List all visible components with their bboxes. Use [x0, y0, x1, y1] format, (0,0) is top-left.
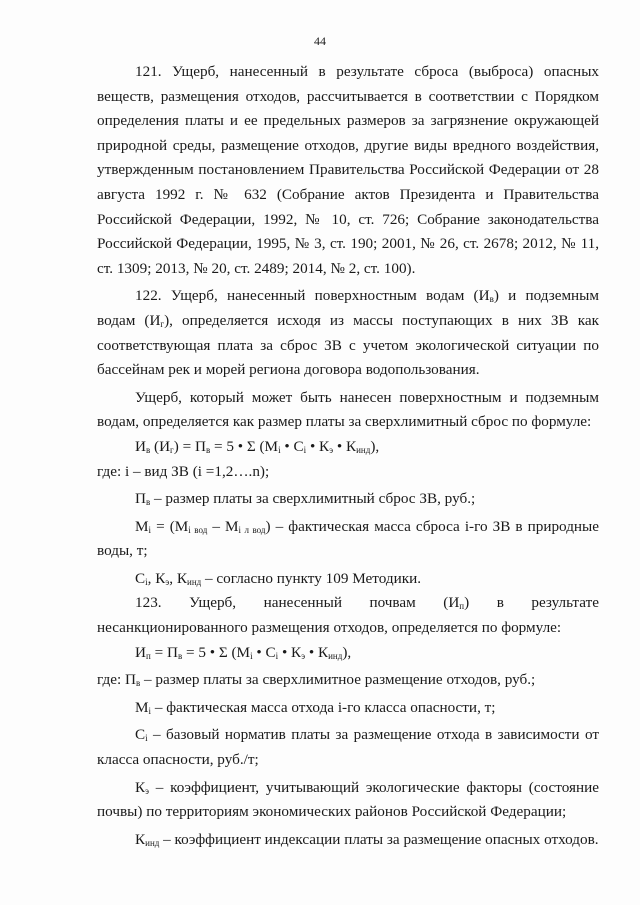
paragraph-122: 122. Ущерб, нанесенный поверхностным водам $(И_в)$ и подземным водам $(И_г)$, определяется исходя из массы поступающих в них ЗВ как соответствующая плата за сброс ЗВ с учетом экологической ситуации по бассейнам рек и морей региона договора водопользования.	[97, 287, 599, 379]
page-content	[97, 60, 599, 852]
definition-ci-waste: $С_i$ – базовый норматив платы за размещение отхода в зависимости от класса опасности, руб./т;	[97, 726, 599, 769]
definition-ci-ke-kind: $С_i$, $К_э$, $К_{инд}$ – согласно пункту 109 Методики.	[135, 569, 422, 587]
paragraph-123: 123. Ущерб, нанесенный почвам $(И_п)$ в результате несанкционированного размещения отходов, определяется по формуле:	[97, 594, 599, 637]
definition-kind: $К_{инд}$ – коэффициент индексации платы за размещение опасных отходов.	[135, 830, 599, 848]
paragraph-121: 121. Ущерб, нанесенный в результате сброса (выброса) опасных веществ, размещения отходов, рассчитывается в соответствии с Порядком определения платы и ее предельных размеров за загрязнение окружающей природной среды, размещение отходов, другие виды вредного воздействия, утвержденным постановлением Правительства Российской Федерации от 28 августа 1992 г. № 632 (Собрание актов Президента и Правительства Российской Федерации, 1992, № 10, ст. 726; Собрание законодательства Российской Федерации, 1995, № 3, ст. 190; 2001, № 26, ст. 2678; 2012, № 11, ст. 1309; 2013, № 20, ст. 2489; 2014, № 2, ст. 100).	[97, 63, 599, 277]
page-number: 44	[314, 34, 326, 48]
formula-soil-damage: $И_п = П_в = 5$ • Σ ($М_i$ • $С_i$ • $К_э$ • $К_{инд}$),	[135, 643, 352, 661]
definition-ke: $К_э$ – коэффициент, учитывающий экологические факторы (состояние почвы) по территориям экономических районов Российской Федерации;	[97, 778, 599, 821]
where-line-1: где: i – вид ЗВ (i =1,2….n);	[97, 462, 270, 480]
paragraph-damage-waters: Ущерб, который может быть нанесен поверхностным и подземным водам, определяется как размер платы за сверхлимитный сброс по формуле:	[97, 388, 599, 431]
formula-water-damage: $И_в$ $(И_г) = П_в = 5$ • Σ ($М_i$ • $С_i$ • $К_э$ • $К_{инд}$),	[135, 437, 380, 455]
definition-mi: $М_i = (М_{i вод} - М_{i л вод})$ – фактическая масса сброса i-го ЗВ в природные воды, т;	[97, 517, 600, 560]
where-line-2: где: $П_в$ – размер платы за сверхлимитное размещение отходов, руб.;	[97, 671, 536, 689]
definition-pv: $П_в$ – размер платы за сверхлимитный сброс ЗВ, руб.;	[135, 490, 476, 508]
definition-mi-waste: $М_i$ – фактическая масса отхода i-го класса опасности, т;	[135, 698, 496, 716]
